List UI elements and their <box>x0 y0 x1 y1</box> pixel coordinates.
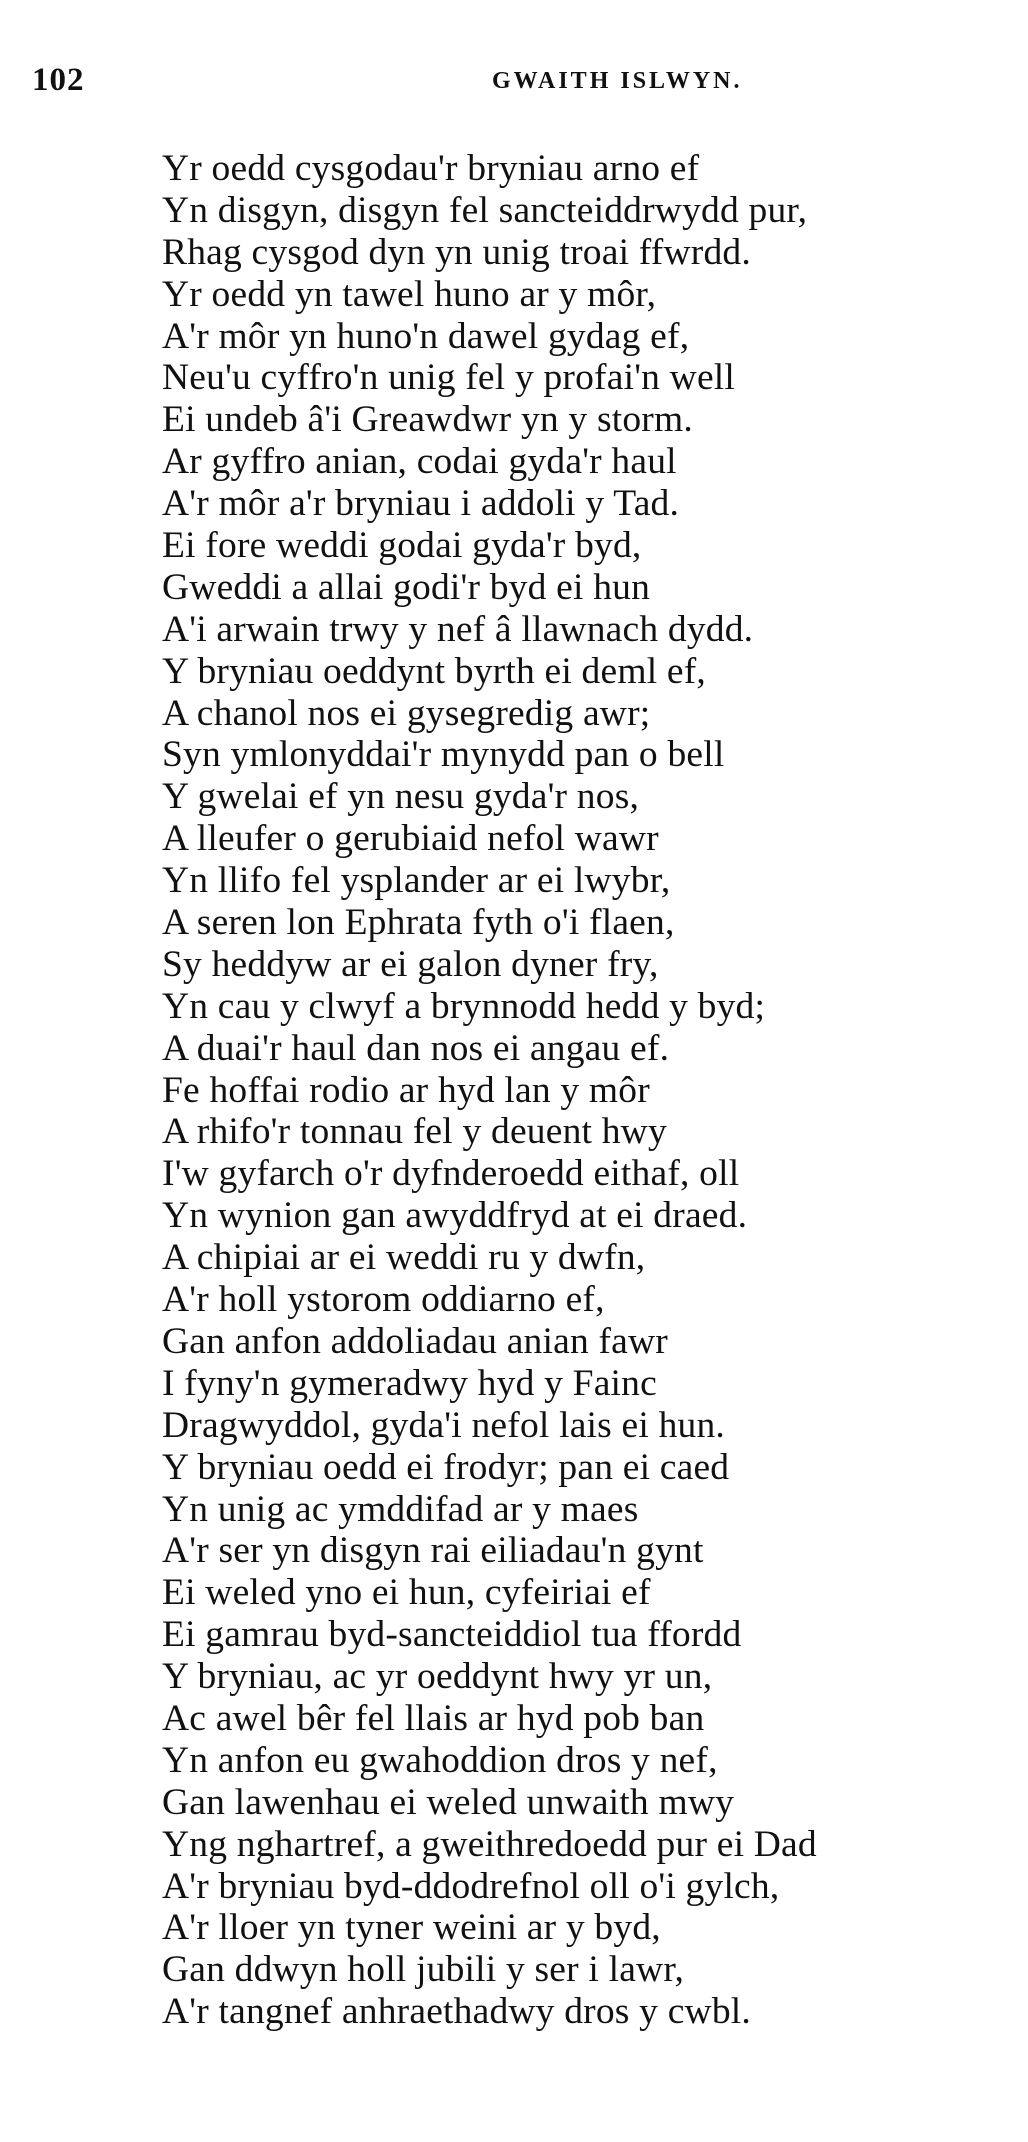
poem-line: Syn ymlonyddai'r mynydd pan o bell <box>162 734 725 776</box>
poem-line: Rhag cysgod dyn yn unig troai ffwrdd. <box>162 231 751 273</box>
poem-line: Y bryniau oeddynt byrth ei deml ef, <box>162 650 707 692</box>
poem-line: Yn anfon eu gwahoddion dros y nef, <box>162 1739 718 1781</box>
poem-line: A chipiai ar ei weddi ru y dwfn, <box>162 1237 646 1279</box>
poem-line: Y bryniau, ac yr oeddynt hwy yr un, <box>162 1656 713 1698</box>
poem-line: Ei gamrau byd-sancteiddiol tua ffordd <box>162 1614 742 1656</box>
poem-line: Yng nghartref, a gweithredoedd pur ei Dad <box>162 1823 817 1865</box>
poem-line: A'r ser yn disgyn rai eiliadau'n gynt <box>162 1530 704 1572</box>
poem-line: Dragwyddol, gyda'i nefol lais ei hun. <box>162 1404 725 1446</box>
poem-line: I'w gyfarch o'r dyfnderoedd eithaf, oll <box>162 1153 740 1195</box>
poem-line: Neu'u cyffro'n unig fel y profai'n well <box>162 357 736 399</box>
poem-line: Yn unig ac ymddifad ar y maes <box>162 1488 639 1530</box>
poem-line: Yr oedd cysgodau'r bryniau arno ef <box>162 148 700 189</box>
poem-line: A duai'r haul dan nos ei angau ef. <box>162 1027 670 1069</box>
poem-line: A'i arwain trwy y nef â llawnach dydd. <box>162 608 754 650</box>
poem-line: Yn llifo fel ysplander ar ei lwybr, <box>162 860 671 902</box>
poem-line: A'r holl ystorom oddiarno ef, <box>162 1279 605 1321</box>
poem-line: Yn wynion gan awyddfryd at ei draed. <box>162 1195 748 1237</box>
poem-line: A chanol nos ei gysegredig awr; <box>162 692 651 734</box>
running-head: GWAITH ISLWYN. <box>492 68 743 94</box>
poem-line: Yn disgyn, disgyn fel sancteiddrwydd pur, <box>162 189 808 231</box>
poem-line: Ei weled yno ei hun, cyfeiriai ef <box>162 1572 651 1614</box>
poem-line: Gan anfon addoliadau anian fawr <box>162 1320 668 1362</box>
poem-line: Gan ddwyn holl jubili y ser i lawr, <box>162 1949 685 1991</box>
poem-line: Ac awel bêr fel llais ar hyd pob ban <box>162 1697 705 1739</box>
page-header <box>32 62 832 102</box>
poem-line: A'r lloer yn tyner weini ar y byd, <box>162 1907 661 1949</box>
poem-line: Sy heddyw ar ei galon dyner fry, <box>162 943 659 985</box>
poem-text <box>162 148 1002 2033</box>
poem-line: Gan lawenhau ei weled unwaith mwy <box>162 1781 735 1823</box>
page-number: 102 <box>32 62 85 98</box>
poem-line: Y gwelai ef yn nesu gyda'r nos, <box>162 776 640 818</box>
poem-line: A'r môr a'r bryniau i addoli y Tad. <box>162 483 680 525</box>
poem-line: Ei undeb â'i Greawdwr yn y storm. <box>162 399 693 441</box>
poem-line: A'r môr yn huno'n dawel gydag ef, <box>162 315 690 357</box>
poem-line: A rhifo'r tonnau fel y deuent hwy <box>162 1111 667 1153</box>
poem-line: A'r tangnef anhraethadwy dros y cwbl. <box>162 1991 751 2033</box>
poem-line: Yn cau y clwyf a brynnodd hedd y byd; <box>162 985 766 1027</box>
poem-line: Ei fore weddi godai gyda'r byd, <box>162 525 642 567</box>
poem-line: Fe hoffai rodio ar hyd lan y môr <box>162 1069 650 1111</box>
poem-line: Y bryniau oedd ei frodyr; pan ei caed <box>162 1446 730 1488</box>
poem-line: A'r bryniau byd-ddodrefnol oll o'i gylch, <box>162 1865 780 1907</box>
poem-line: Yr oedd yn tawel huno ar y môr, <box>162 273 657 315</box>
poem-line: I fyny'n gymeradwy hyd y Fainc <box>162 1362 657 1404</box>
poem-line: A lleufer o gerubiaid nefol wawr <box>162 818 659 860</box>
poem-line: Gweddi a allai godi'r byd ei hun <box>162 566 651 608</box>
poem-line: A seren lon Ephrata fyth o'i flaen, <box>162 902 675 944</box>
poem-line: Ar gyffro anian, codai gyda'r haul <box>162 441 677 483</box>
